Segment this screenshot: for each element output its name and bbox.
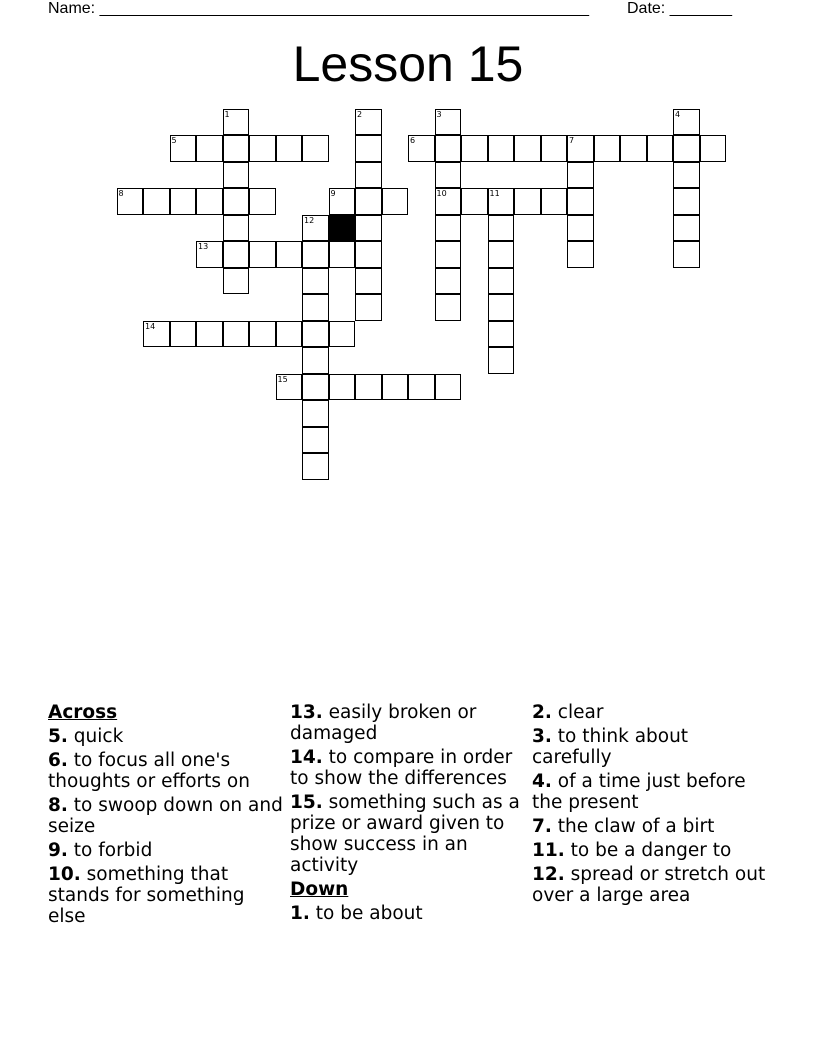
grid-cell[interactable] — [435, 162, 462, 189]
clues-column-3 — [532, 702, 772, 909]
cell-number: 11 — [489, 189, 500, 198]
grid-cell[interactable] — [435, 215, 462, 242]
grid-cell[interactable] — [647, 135, 674, 162]
grid-cell[interactable] — [408, 135, 435, 162]
cell-number: 9 — [330, 189, 336, 198]
grid-cell[interactable] — [302, 453, 329, 480]
cell-number: 14 — [145, 321, 156, 331]
grid-cell[interactable] — [355, 374, 382, 401]
grid-cell[interactable] — [196, 135, 223, 162]
cell-number: 4 — [675, 109, 681, 119]
grid-cell[interactable] — [673, 215, 700, 242]
grid-cell[interactable] — [673, 109, 700, 136]
grid-cell[interactable] — [223, 188, 250, 215]
cell-number: 8 — [118, 189, 124, 198]
grid-cell[interactable] — [541, 135, 568, 162]
cell-number: 1 — [224, 109, 230, 119]
grid-cell[interactable] — [223, 321, 250, 348]
clue-down-3: 3. to think about carefully — [532, 726, 689, 768]
clue-across-13: 13. easily broken or damaged — [290, 702, 477, 744]
grid-cell[interactable] — [355, 109, 382, 136]
grid-cell[interactable] — [143, 188, 170, 215]
clue-across-6: 6. to focus all one's thoughts or efforts on — [48, 750, 250, 792]
grid-cell[interactable] — [435, 109, 462, 136]
grid-cell[interactable] — [355, 162, 382, 189]
grid-cell[interactable] — [435, 188, 462, 215]
cell-number: 5 — [171, 136, 177, 145]
grid-cell[interactable] — [170, 321, 197, 348]
grid-cell[interactable] — [223, 135, 250, 162]
grid-cell[interactable] — [435, 241, 462, 268]
grid-cell[interactable] — [249, 188, 276, 215]
grid-cell[interactable] — [302, 347, 329, 374]
grid-cell[interactable] — [302, 135, 329, 162]
grid-cell[interactable] — [567, 215, 594, 242]
grid-cell[interactable] — [302, 215, 329, 242]
page-title: Lesson 15 — [292, 36, 524, 92]
clue-across-10: 10. something that stands for something else — [48, 864, 245, 927]
grid-cell[interactable] — [514, 135, 541, 162]
grid-cell[interactable] — [276, 374, 303, 401]
cell-number: 7 — [569, 136, 575, 145]
cell-number: 2 — [357, 109, 363, 119]
grid-cell[interactable] — [196, 241, 223, 268]
grid-cell[interactable] — [673, 162, 700, 189]
grid-cell[interactable] — [355, 241, 382, 268]
grid-cell[interactable] — [461, 188, 488, 215]
grid-cell[interactable] — [514, 188, 541, 215]
grid-cell[interactable] — [249, 321, 276, 348]
cell-number: 12 — [304, 215, 315, 225]
clue-down-11: 11. to be a danger to — [532, 840, 732, 861]
grid-cell[interactable] — [355, 268, 382, 295]
clue-across-5: 5. quick — [48, 726, 124, 747]
grid-cell[interactable] — [673, 188, 700, 215]
grid-cell[interactable] — [302, 294, 329, 321]
grid-cell[interactable] — [143, 321, 170, 348]
grid-cell[interactable] — [223, 241, 250, 268]
grid-cell[interactable] — [435, 294, 462, 321]
grid-cell[interactable] — [276, 321, 303, 348]
clue-down-4: 4. of a time just before the present — [532, 771, 746, 813]
grid-cell[interactable] — [302, 374, 329, 401]
grid-cell[interactable] — [567, 188, 594, 215]
grid-cell[interactable] — [329, 188, 356, 215]
grid-cell[interactable] — [488, 215, 515, 242]
grid-cell[interactable] — [355, 294, 382, 321]
grid-cell[interactable] — [673, 135, 700, 162]
grid-cell[interactable] — [435, 374, 462, 401]
grid-cell[interactable] — [223, 162, 250, 189]
grid-cell[interactable] — [488, 241, 515, 268]
grid-cell[interactable] — [700, 135, 727, 162]
grid-cell[interactable] — [196, 188, 223, 215]
crossword-grid — [0, 0, 816, 500]
down-heading: Down — [290, 879, 349, 900]
grid-cell[interactable] — [435, 135, 462, 162]
grid-cell[interactable] — [249, 135, 276, 162]
grid-cell[interactable] — [117, 188, 144, 215]
grid-cell[interactable] — [355, 215, 382, 242]
grid-cell[interactable] — [435, 268, 462, 295]
grid-cell[interactable] — [329, 374, 356, 401]
grid-cell[interactable] — [461, 135, 488, 162]
grid-cell[interactable] — [488, 321, 515, 348]
grid-cell[interactable] — [567, 162, 594, 189]
grid-cell[interactable] — [408, 374, 435, 401]
grid-cell[interactable] — [276, 135, 303, 162]
grid-cell[interactable] — [196, 321, 223, 348]
grid-cell[interactable] — [488, 347, 515, 374]
grid-cell[interactable] — [302, 400, 329, 427]
clue-across-14: 14. to compare in order to show the differences — [290, 747, 513, 789]
across-heading: Across — [48, 702, 118, 723]
clue-across-8: 8. to swoop down on and seize — [48, 795, 283, 837]
clues-column-1 — [48, 702, 284, 930]
cell-number: 15 — [277, 374, 288, 384]
grid-cell[interactable] — [382, 374, 409, 401]
grid-cell[interactable] — [382, 188, 409, 215]
grid-cell[interactable] — [488, 268, 515, 295]
black-cell — [329, 215, 356, 242]
grid-cell[interactable] — [302, 427, 329, 454]
clues-column-2 — [290, 702, 526, 927]
grid-cell[interactable] — [673, 241, 700, 268]
grid-cell[interactable] — [567, 135, 594, 162]
grid-cell[interactable] — [223, 268, 250, 295]
grid-cell[interactable] — [620, 135, 647, 162]
cell-number: 6 — [410, 136, 416, 145]
cell-number: 3 — [436, 109, 442, 119]
grid-cell[interactable] — [302, 321, 329, 348]
grid-cell[interactable] — [329, 321, 356, 348]
grid-cell[interactable] — [594, 135, 621, 162]
cell-number: 13 — [198, 242, 209, 251]
name-field[interactable]: Name: _______________________________________________________ — [48, 0, 589, 17]
grid-cell[interactable] — [567, 241, 594, 268]
grid-cell[interactable] — [223, 215, 250, 242]
clue-across-9: 9. to forbid — [48, 840, 153, 861]
clue-down-2: 2. clear — [532, 702, 604, 723]
clue-down-12: 12. spread or stretch out over a large area — [532, 864, 766, 906]
grid-cell[interactable] — [223, 109, 250, 136]
grid-cell[interactable] — [170, 135, 197, 162]
cell-number: 10 — [436, 189, 447, 198]
grid-cell[interactable] — [249, 241, 276, 268]
date-field[interactable]: Date: _______ — [627, 0, 732, 17]
clue-across-15: 15. something such as a prize or award given to show success in an activity — [290, 792, 520, 876]
grid-cell[interactable] — [329, 241, 356, 268]
grid-cell[interactable] — [488, 135, 515, 162]
grid-cell[interactable] — [488, 294, 515, 321]
grid-cell[interactable] — [355, 188, 382, 215]
grid-cell[interactable] — [355, 135, 382, 162]
grid-cell[interactable] — [488, 188, 515, 215]
grid-cell[interactable] — [170, 188, 197, 215]
clue-down-7: 7. the claw of a birt — [532, 816, 715, 837]
grid-cell[interactable] — [302, 241, 329, 268]
clue-down-1: 1. to be about — [290, 903, 423, 924]
grid-cell[interactable] — [276, 241, 303, 268]
grid-cell[interactable] — [302, 268, 329, 295]
grid-cell[interactable] — [541, 188, 568, 215]
